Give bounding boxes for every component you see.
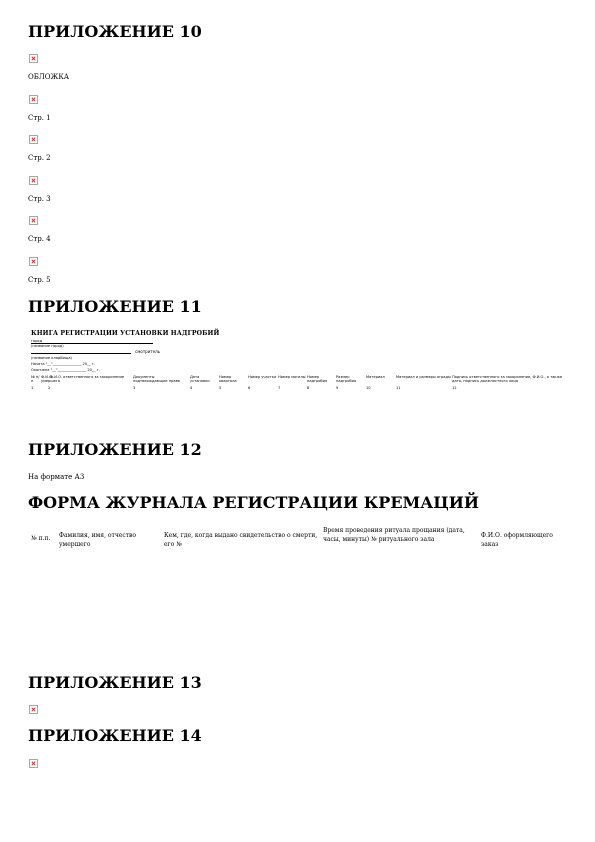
appendix-10-title: ПРИЛОЖЕНИЕ 10 bbox=[28, 22, 202, 41]
appendix-11-title: ПРИЛОЖЕНИЕ 11 bbox=[28, 297, 202, 316]
broken-image-icon bbox=[29, 95, 38, 104]
image-caption: Стр. 3 bbox=[28, 195, 51, 203]
book-column-header: Номер участка bbox=[248, 375, 277, 379]
header-line: (название кладбища) bbox=[31, 356, 72, 360]
image-caption: Стр. 2 bbox=[28, 154, 51, 162]
book-column-number: 7 bbox=[278, 386, 281, 390]
table-header-cell: Время проведения ритуала прощания (дата, часы, минуты) № ритуального зала bbox=[323, 527, 465, 543]
book-column-number: 8 bbox=[307, 386, 310, 390]
book-column-number: 10 bbox=[366, 386, 371, 390]
book-column-number: 5 bbox=[219, 386, 222, 390]
image-caption: ОБЛОЖКА bbox=[28, 73, 70, 81]
broken-image-icon bbox=[29, 135, 38, 144]
book-column-number: 11 bbox=[396, 386, 401, 390]
image-caption: Стр. 1 bbox=[28, 114, 51, 122]
book-column-header: Материал и размеры ограды bbox=[396, 375, 451, 379]
book-column-header: Номер могилы bbox=[278, 375, 306, 379]
header-line: (название город) bbox=[31, 344, 64, 348]
format-note: На формате А3 bbox=[28, 473, 85, 481]
broken-image-icon bbox=[29, 54, 38, 63]
book-column-number: 4 bbox=[190, 386, 193, 390]
cremation-journal-form-title: ФОРМА ЖУРНАЛА РЕГИСТРАЦИИ КРЕМАЦИЙ bbox=[28, 493, 479, 512]
header-line bbox=[31, 350, 160, 354]
book-column-header: Материал bbox=[366, 375, 385, 379]
appendix-13-title: ПРИЛОЖЕНИЕ 13 bbox=[28, 673, 202, 692]
book-column-number: 2 bbox=[48, 386, 51, 390]
caretaker-label: смотритель bbox=[135, 349, 160, 354]
start-date-line: Начата "__"________________ 20__ г. bbox=[31, 362, 95, 366]
book-column-number: 9 bbox=[336, 386, 339, 390]
broken-image-icon bbox=[29, 216, 38, 225]
book-column-header: Ф.И.О. умершего bbox=[41, 375, 60, 384]
book-column-number: 6 bbox=[248, 386, 251, 390]
book-column-header: Номер надгробия bbox=[307, 375, 328, 384]
header-line: город bbox=[31, 339, 153, 344]
image-caption: Стр. 4 bbox=[28, 235, 51, 243]
table-header-cell: Ф.И.О. оформляющего заказ bbox=[481, 532, 553, 548]
table-header-cell: Кем, где, когда выдано свидетельство о смерти, его № bbox=[164, 532, 318, 548]
book-column-number: 12 bbox=[452, 386, 457, 390]
book-column-number: 3 bbox=[133, 386, 136, 390]
appendix-12-title: ПРИЛОЖЕНИЕ 12 bbox=[28, 440, 202, 459]
book-column-header: Подпись ответственного за захоронение, Ф.И.О., а также дата, подпись должностного лица bbox=[452, 375, 563, 384]
broken-image-icon bbox=[29, 759, 38, 768]
appendix-14-title: ПРИЛОЖЕНИЕ 14 bbox=[28, 726, 202, 745]
broken-image-icon bbox=[29, 705, 38, 714]
broken-image-icon bbox=[29, 257, 38, 266]
book-column-header: Ф.И.О. ответственного за захоронение bbox=[50, 375, 125, 379]
table-header-cell: № п.п. bbox=[31, 535, 51, 542]
book-column-header: Номер квартала bbox=[219, 375, 237, 384]
image-caption: Стр. 5 bbox=[28, 276, 51, 284]
book-column-number: 1 bbox=[31, 386, 34, 390]
table-header-cell: Фамилия, имя, отчество умершего bbox=[59, 532, 137, 548]
end-date-line: Окончена "__"________________ 20__ г. bbox=[31, 368, 100, 372]
book-column-header: Документы подтверждающие право bbox=[133, 375, 180, 384]
book-column-header: Размер надгробия bbox=[336, 375, 357, 384]
broken-image-icon bbox=[29, 176, 38, 185]
book-column-header: № п/п bbox=[31, 375, 40, 384]
register-book-title: КНИГА РЕГИСТРАЦИИ УСТАНОВКИ НАДГРОБИЙ bbox=[31, 330, 220, 337]
book-column-header: Дата установки bbox=[190, 375, 210, 384]
